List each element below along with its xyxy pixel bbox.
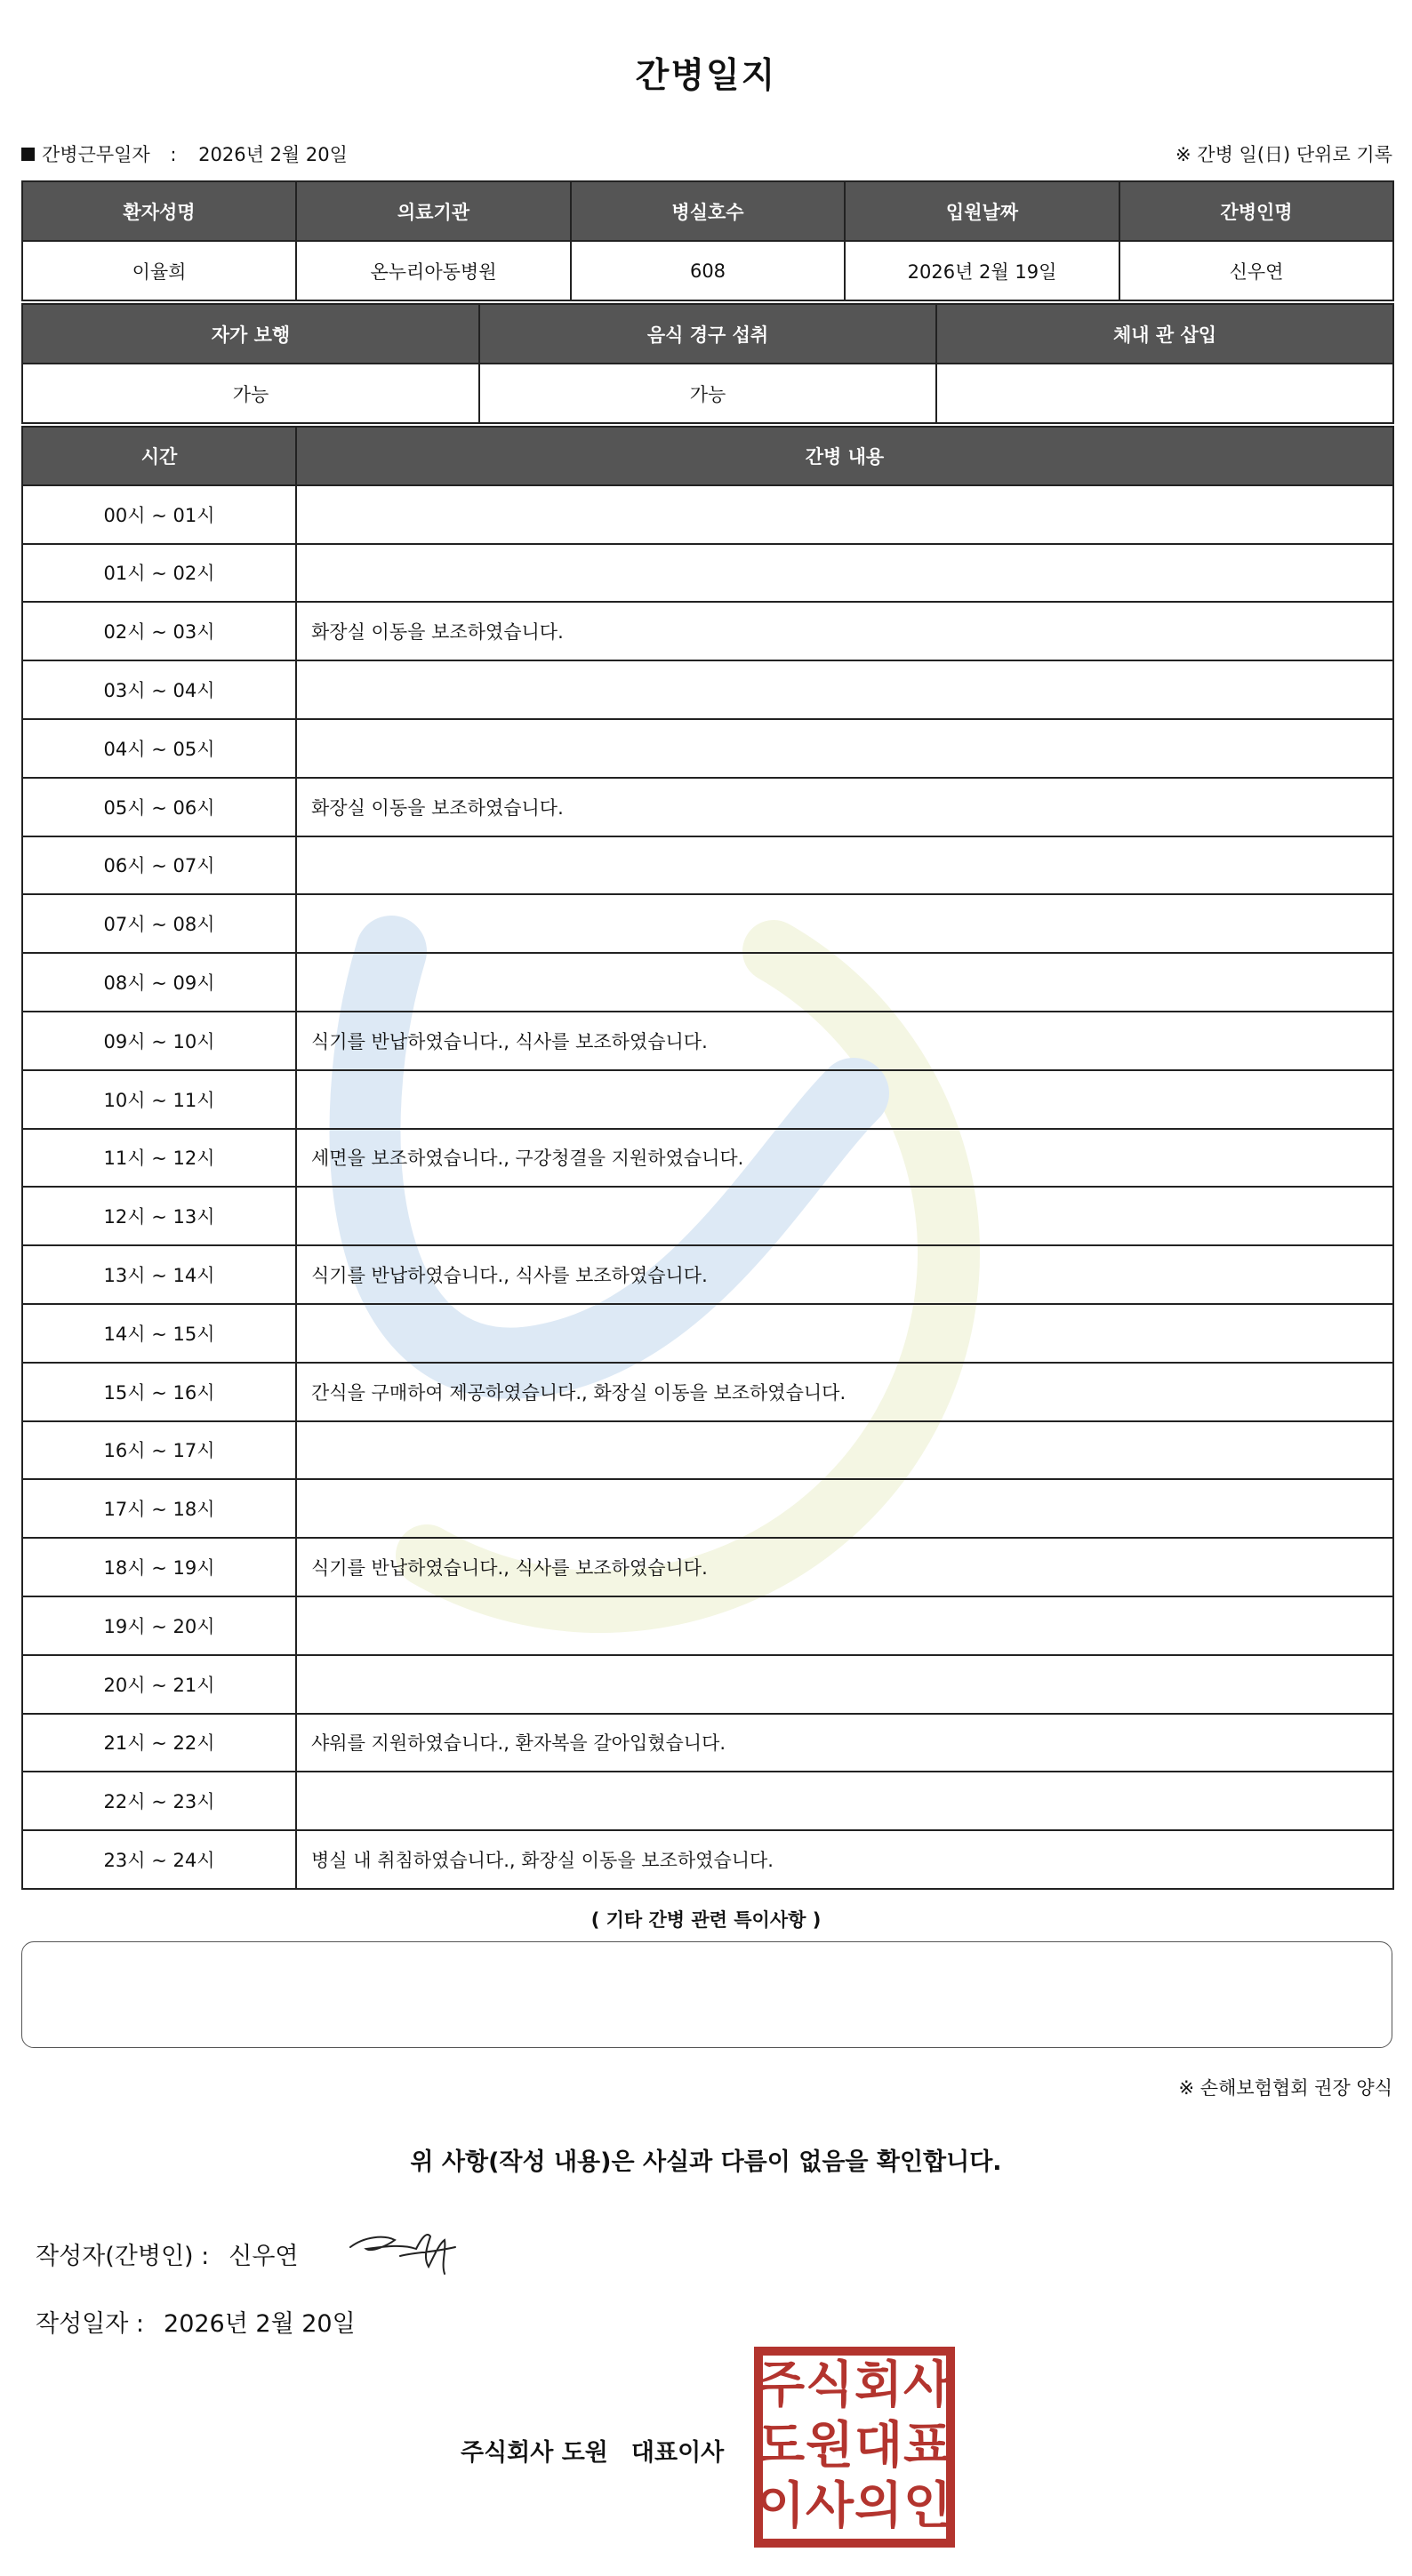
seal-character: 회: [854, 2356, 903, 2414]
seal-character: 사: [903, 2356, 952, 2414]
signature-image: [345, 2217, 461, 2279]
table-row: [22, 1304, 1393, 1363]
care-content-cell: 식기를 반납하였습니다., 식사를 보조하였습니다.: [296, 1012, 1393, 1070]
header-time: 시간: [22, 427, 296, 485]
table-row: [22, 894, 1393, 953]
care-content-cell: [296, 1655, 1393, 1714]
header-caregiver-name: 간병인명: [1119, 181, 1393, 241]
table-row: [22, 485, 1393, 544]
confirmation-statement: 위 사항(작성 내용)은 사실과 다름이 없음을 확인합니다.: [410, 2148, 1002, 2176]
care-content-cell: [296, 544, 1393, 603]
work-date-line: [21, 140, 348, 167]
table-row: [22, 1129, 1393, 1188]
seal-characters: [757, 2356, 952, 2535]
patient-status-table: [21, 303, 1394, 424]
value-admission-date: 2026년 2월 19일: [845, 241, 1119, 300]
header-self-walking: 자가 보행: [22, 304, 479, 364]
time-cell: 13시 ~ 14시: [22, 1245, 296, 1304]
square-bullet-icon: [21, 148, 35, 161]
value-tube-insertion: [936, 364, 1393, 423]
record-unit-note: ※ 간병 일(日) 단위로 기록: [1175, 144, 1392, 165]
patient-info-table: [21, 180, 1394, 301]
time-cell: 03시 ~ 04시: [22, 660, 296, 719]
care-content-cell: 화장실 이동을 보조하였습니다.: [296, 602, 1393, 660]
care-content-cell: 병실 내 취침하였습니다., 화장실 이동을 보조하였습니다.: [296, 1830, 1393, 1889]
table-row: [22, 602, 1393, 660]
time-cell: 07시 ~ 08시: [22, 894, 296, 953]
header-oral-intake: 음식 경구 섭취: [479, 304, 936, 364]
seal-character: 이: [756, 2477, 806, 2535]
time-cell: 18시 ~ 19시: [22, 1538, 296, 1596]
header-tube-insertion: 체내 관 삽입: [936, 304, 1393, 364]
table-row: [22, 1772, 1393, 1830]
table-row: [22, 1421, 1393, 1480]
care-content-cell: [296, 1187, 1393, 1245]
seal-character: 인: [903, 2477, 952, 2535]
write-date-line: [36, 2304, 356, 2339]
seal-character: 주: [756, 2356, 806, 2414]
table-row: [22, 836, 1393, 895]
table-row: [22, 544, 1393, 603]
table-row: [22, 1655, 1393, 1714]
care-content-cell: [296, 660, 1393, 719]
remarks-box: [21, 1941, 1392, 2048]
writer-label: 작성자(간병인) :: [36, 2243, 210, 2270]
time-cell: 17시 ~ 18시: [22, 1479, 296, 1538]
seal-character: 도: [756, 2417, 806, 2475]
seal-character: 원: [805, 2417, 854, 2475]
time-cell: 14시 ~ 15시: [22, 1304, 296, 1363]
meta-row: [21, 140, 1392, 167]
header-care-content: 간병 내용: [296, 427, 1393, 485]
company-seal-stamp: [754, 2347, 955, 2548]
time-cell: 06시 ~ 07시: [22, 836, 296, 895]
time-cell: 12시 ~ 13시: [22, 1187, 296, 1245]
time-cell: 20시 ~ 21시: [22, 1655, 296, 1714]
seal-character: 식: [805, 2356, 854, 2414]
table-row: [22, 1830, 1393, 1889]
care-content-cell: 식기를 반납하였습니다., 식사를 보조하였습니다.: [296, 1245, 1393, 1304]
table-row: [22, 1479, 1393, 1538]
care-content-cell: [296, 953, 1393, 1012]
time-cell: 09시 ~ 10시: [22, 1012, 296, 1070]
ceo-title: 대표이사: [630, 2439, 725, 2467]
header-patient-name: 환자성명: [22, 181, 296, 241]
value-self-walking: 가능: [22, 364, 479, 423]
care-content-cell: [296, 1596, 1393, 1655]
care-log-table: [21, 426, 1394, 1890]
value-room-number: 608: [571, 241, 845, 300]
recommend-note: ※ 손해보험협회 권장 양식: [1178, 2077, 1392, 2099]
writer-name: 신우연: [229, 2243, 299, 2270]
table-row: [22, 1187, 1393, 1245]
table-row: [22, 1012, 1393, 1070]
time-cell: 21시 ~ 22시: [22, 1714, 296, 1772]
table-row: [22, 778, 1393, 836]
table-row: [22, 953, 1393, 1012]
care-content-cell: 샤워를 지원하였습니다., 환자복을 갈아입혔습니다.: [296, 1714, 1393, 1772]
write-date-label: 작성일자 :: [36, 2310, 145, 2338]
writer-line: [36, 2236, 299, 2271]
care-content-cell: [296, 1772, 1393, 1830]
care-content-cell: 화장실 이동을 보조하였습니다.: [296, 778, 1393, 836]
time-cell: 01시 ~ 02시: [22, 544, 296, 603]
care-content-cell: [296, 836, 1393, 895]
time-cell: 04시 ~ 05시: [22, 719, 296, 778]
write-date-value: 2026년 2월 20일: [164, 2310, 356, 2338]
care-content-cell: [296, 894, 1393, 953]
document-title: 간병일지: [635, 56, 777, 96]
time-cell: 10시 ~ 11시: [22, 1070, 296, 1129]
table-row: [22, 1714, 1393, 1772]
time-cell: 00시 ~ 01시: [22, 485, 296, 544]
seal-character: 표: [903, 2417, 952, 2475]
work-date-value: 2026년 2월 20일: [198, 144, 348, 165]
value-patient-name: 이율희: [22, 241, 296, 300]
table-row: [22, 1363, 1393, 1421]
time-cell: 23시 ~ 24시: [22, 1830, 296, 1889]
seal-character: 의: [854, 2477, 903, 2535]
care-content-cell: [296, 485, 1393, 544]
remarks-title: ( 기타 간병 관련 특이사항 ): [590, 1909, 822, 1931]
care-content-cell: [296, 1070, 1393, 1129]
value-oral-intake: 가능: [479, 364, 936, 423]
value-hospital: 온누리아동병원: [296, 241, 571, 300]
table-row: [22, 1538, 1393, 1596]
time-cell: 22시 ~ 23시: [22, 1772, 296, 1830]
time-cell: 02시 ~ 03시: [22, 602, 296, 660]
table-row: [22, 1245, 1393, 1304]
care-log-rows: [22, 485, 1393, 1889]
table-row: [22, 719, 1393, 778]
time-cell: 05시 ~ 06시: [22, 778, 296, 836]
care-content-cell: 식기를 반납하였습니다., 식사를 보조하였습니다.: [296, 1538, 1393, 1596]
seal-character: 사: [805, 2477, 854, 2535]
time-cell: 11시 ~ 12시: [22, 1129, 296, 1188]
company-line: [461, 2433, 724, 2468]
care-content-cell: [296, 1421, 1393, 1480]
time-cell: 19시 ~ 20시: [22, 1596, 296, 1655]
work-date-separator: :: [170, 144, 177, 165]
care-content-cell: 세면을 보조하였습니다., 구강청결을 지원하였습니다.: [296, 1129, 1393, 1188]
care-content-cell: [296, 1304, 1393, 1363]
header-hospital: 의료기관: [296, 181, 571, 241]
time-cell: 16시 ~ 17시: [22, 1421, 296, 1480]
care-content-cell: [296, 719, 1393, 778]
time-cell: 08시 ~ 09시: [22, 953, 296, 1012]
care-content-cell: [296, 1479, 1393, 1538]
value-caregiver-name: 신우연: [1119, 241, 1393, 300]
table-row: [22, 1596, 1393, 1655]
company-name: 주식회사 도원: [461, 2439, 608, 2467]
table-row: [22, 660, 1393, 719]
seal-character: 대: [854, 2417, 903, 2475]
header-room-number: 병실호수: [571, 181, 845, 241]
table-row: [22, 1070, 1393, 1129]
time-cell: 15시 ~ 16시: [22, 1363, 296, 1421]
header-admission-date: 입원날짜: [845, 181, 1119, 241]
work-date-label: 간병근무일자: [42, 144, 150, 165]
care-content-cell: 간식을 구매하여 제공하였습니다., 화장실 이동을 보조하였습니다.: [296, 1363, 1393, 1421]
